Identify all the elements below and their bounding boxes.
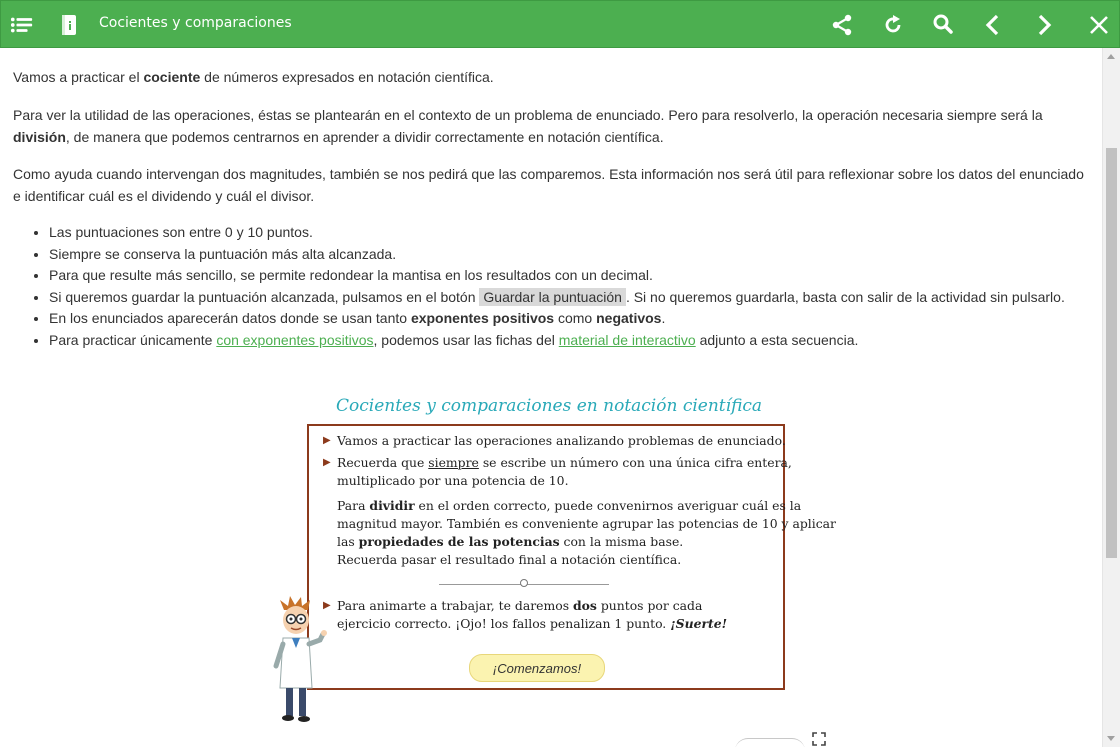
content-area [0, 48, 1103, 747]
fullscreen-icon[interactable] [812, 731, 826, 747]
separator-dot [520, 579, 528, 587]
list-item: • En los enunciados aparecerán datos donde se usan tanto exponentes positivos como negativos. [49, 308, 1103, 330]
bullet-triangle-icon: ▶ [323, 600, 331, 611]
intro-paragraph-1: Vamos a practicar el cociente de números expresados en notación científica. [13, 69, 494, 85]
chevron-left-icon[interactable] [981, 13, 1005, 37]
list-item: • Siempre se conserva la puntuación más alta alcanzada. [49, 244, 1103, 266]
list-item: • Las puntuaciones son entre 0 y 10 puntos. [49, 222, 1103, 244]
close-icon[interactable] [1087, 13, 1111, 37]
activity-title: Cocientes y comparaciones en notación científica [336, 396, 763, 416]
scientist-character-illustration [268, 596, 330, 730]
search-icon[interactable] [931, 13, 955, 37]
chevron-right-icon[interactable] [1032, 13, 1056, 37]
top-toolbar [0, 0, 1120, 48]
share-icon[interactable] [830, 13, 854, 37]
bullet-triangle-icon: ▶ [323, 457, 331, 468]
refresh-icon[interactable] [881, 13, 905, 37]
rules-list [13, 222, 1103, 352]
list-item: • Para practicar únicamente con exponentes positivos, podemos usar las fichas del material de interactivo adjunto a esta secuencia. [49, 330, 1103, 352]
list-item: • Para que resulte más sencillo, se permite redondear la mantisa en los resultados con un decimal. [49, 265, 1103, 287]
list-menu-icon[interactable] [10, 13, 34, 37]
vertical-scrollbar[interactable] [1102, 48, 1120, 747]
bottom-panel-edge [735, 738, 805, 747]
book-info-icon[interactable] [57, 13, 81, 37]
save-score-inline-label: Guardar la puntuación [479, 288, 626, 306]
scrollbar-thumb[interactable] [1106, 148, 1117, 558]
bullet-triangle-icon: ▶ [323, 435, 331, 446]
intro-paragraph-2: Para ver la utilidad de las operaciones, éstas se plantearán en el contexto de un problema de enunciado. Pero para resolverlo, la operación necesaria siempre será la división, de manera que podemos centrarnos en aprender a dividir correctamente en notación científica. [13, 107, 1043, 145]
scroll-down-icon[interactable] [1107, 736, 1115, 741]
list-item: • Si queremos guardar la puntuación alcanzada, pulsamos en el botón Guardar la puntuación . Si no queremos guardarla, basta con salir de la actividad sin pulsarlo. [49, 287, 1103, 309]
scroll-up-icon[interactable] [1107, 54, 1115, 59]
activity-card: ▶ Vamos a practicar las operaciones analizando problemas de enunciado. ▶ Recuerda que siempre se escribe un número con una única cifra entera, multiplicado por una potencia de 10. Para dividir en el orden correcto, puede convenirnos averiguar cuál es la magnitud mayor. También es conveniente agrupar las potencias de 10 y aplicar las propiedades de las potencias con la misma base. Recuerda pasar el resultado final a notación científica. ▶ Para animarte a trabajar, te daremos dos puntos por cada ejercicio correcto. ¡Ojo! los fallos penalizan 1 punto. ¡Suerte! ¡Comenzamos! [307, 424, 785, 690]
app-title: Cocientes y comparaciones [99, 15, 292, 31]
start-button[interactable]: ¡Comenzamos! [469, 654, 605, 682]
positive-exponents-link[interactable]: con exponentes positivos [216, 331, 374, 348]
interactive-material-link[interactable]: material de interactivo [558, 331, 696, 348]
intro-paragraph-3: Como ayuda cuando intervengan dos magnitudes, también se nos pedirá que las comparemos. Esta información nos será útil para reflexionar sobre los datos del enunciado e identificar cuál es el dividendo y cuál el divisor. [13, 166, 1084, 204]
